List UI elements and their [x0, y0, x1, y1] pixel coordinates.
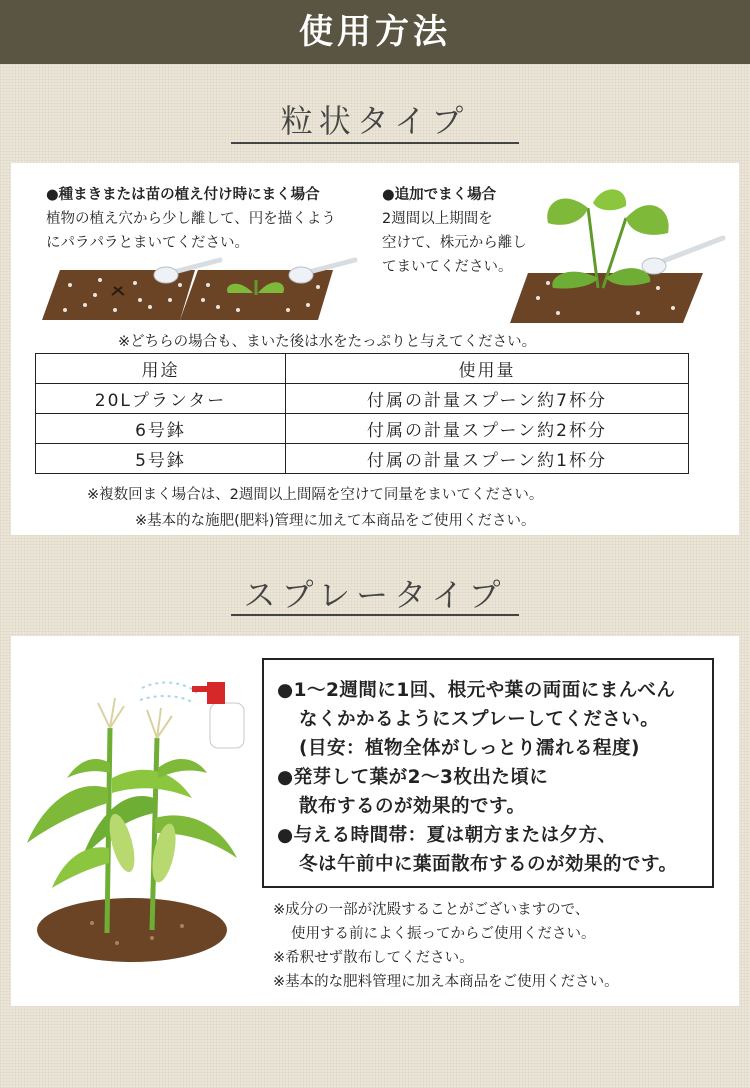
usage-table [35, 353, 689, 474]
spray-box-line7: 冬は午前中に葉面散布するのが効果的です。 [299, 854, 678, 875]
spray-box-line5: 散布するのが効果的です。 [299, 796, 526, 817]
table-row [36, 414, 689, 444]
corn-plant-illustration [22, 668, 257, 968]
table-cell: 付属の計量スプーン約2杯分 [286, 414, 689, 444]
plant-soil-illustration [508, 178, 733, 328]
granule-note-1: ※複数回まく場合は、2週間以上間隔を空けて同量をまいてください。 [87, 487, 544, 503]
spray-note-1b: 使用する前によく振ってからご使用ください。 [291, 926, 596, 942]
spray-instructions-box [262, 658, 714, 888]
table-cell: 付属の計量スプーン約7杯分 [286, 384, 689, 414]
water-note: ※どちらの場合も、まいた後は水をたっぷりと与えてください。 [118, 334, 537, 350]
table-header-row [36, 354, 689, 384]
case1-title: ●種まきまたは苗の植え付け時にまく場合 [46, 187, 320, 203]
spray-box-line6: ●与える時間帯：夏は朝方または夕方、 [277, 825, 617, 846]
table-row [36, 444, 689, 474]
measuring-spoon-icon-2 [285, 255, 360, 285]
case2-line1: 2週間以上期間を [382, 211, 493, 227]
spray-note-1a: ※成分の一部が沈殿することがございますので、 [273, 902, 590, 918]
table-row [36, 384, 689, 414]
table-cell: 6号鉢 [36, 414, 286, 444]
table-cell: 5号鉢 [36, 444, 286, 474]
table-header-cell: 使用量 [286, 354, 689, 384]
spray-box-line3: (目安：植物全体がしっとり濡れる程度) [299, 738, 640, 759]
spray-box-line4: ●発芽して葉が2～3枚出た頃に [277, 767, 549, 788]
spray-box-line1: ●1～2週間に1回、根元や葉の両面にまんべん [277, 680, 676, 701]
spray-note-3: ※基本的な肥料管理に加え本商品をご使用ください。 [273, 974, 619, 990]
case2-line3: てまいてください。 [382, 259, 513, 275]
case1-line1: 植物の植え穴から少し離して、円を描くよう [46, 211, 336, 227]
case2-title: ●追加でまく場合 [382, 187, 497, 203]
case2-line2: 空けて、株元から離し [382, 235, 527, 251]
page-title: 使用方法 [299, 12, 451, 52]
table-cell: 20Lプランター [36, 384, 286, 414]
granule-heading: 粒状タイプ [231, 100, 519, 144]
granule-note-2: ※基本的な施肥(肥料)管理に加えて本商品をご使用ください。 [135, 513, 536, 529]
case1-line2: にパラパラとまいてください。 [46, 235, 249, 251]
table-cell: 付属の計量スプーン約1杯分 [286, 444, 689, 474]
spray-box-line2: なくかかるようにスプレーしてください。 [299, 709, 660, 730]
spray-heading: スプレータイプ [231, 576, 519, 616]
spray-note-2: ※希釈せず散布してください。 [273, 950, 474, 966]
table-header-cell: 用途 [36, 354, 286, 384]
